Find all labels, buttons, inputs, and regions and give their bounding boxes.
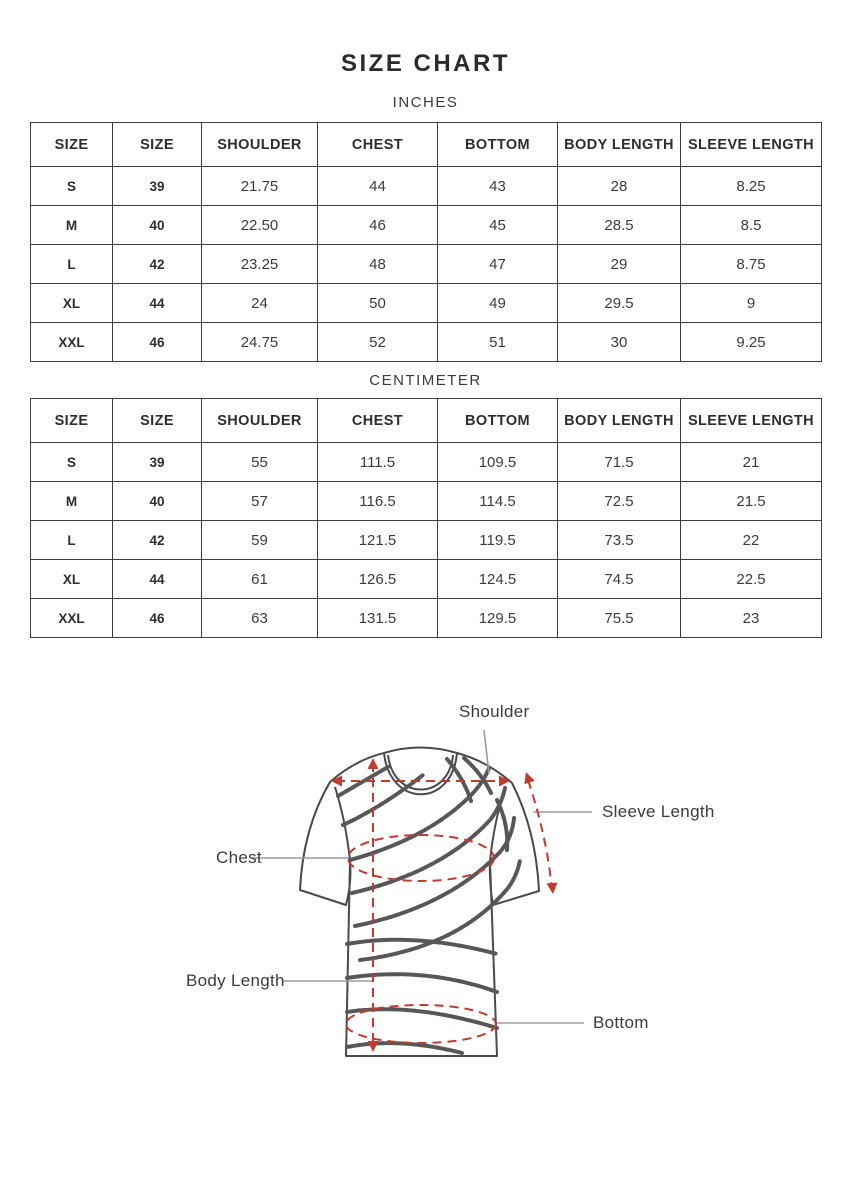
table-cell: 52 — [318, 323, 438, 362]
table-cell: 49 — [438, 284, 558, 323]
table-row — [31, 599, 822, 638]
shoulder-label: Shoulder — [459, 702, 530, 721]
table-cell: 23.25 — [202, 245, 318, 284]
column-header-sleeve-length: SLEEVE LENGTH — [681, 399, 822, 443]
column-header-size-number: SIZE — [113, 123, 202, 167]
table-cell: XXL — [31, 599, 113, 638]
table-cell: XXL — [31, 323, 113, 362]
column-header-size: SIZE — [31, 399, 113, 443]
table-cell: 40 — [113, 482, 202, 521]
table-cell: 73.5 — [558, 521, 681, 560]
chest-label: Chest — [216, 848, 262, 867]
table-header-row — [31, 123, 822, 167]
table-cell: 8.25 — [681, 167, 822, 206]
table-cell: 39 — [113, 167, 202, 206]
table-cell: 71.5 — [558, 443, 681, 482]
table-cell: 50 — [318, 284, 438, 323]
table-cell: 8.75 — [681, 245, 822, 284]
table-cell: 46 — [113, 323, 202, 362]
table-row — [31, 560, 822, 599]
table-cell: 29 — [558, 245, 681, 284]
column-header-size-number: SIZE — [113, 399, 202, 443]
column-header-shoulder: SHOULDER — [202, 399, 318, 443]
table-row — [31, 245, 822, 284]
table-cell: 61 — [202, 560, 318, 599]
table-row — [31, 482, 822, 521]
size-table-inches — [30, 122, 822, 362]
table-cell: 124.5 — [438, 560, 558, 599]
page-title: SIZE CHART — [341, 50, 510, 77]
table-cell: 42 — [113, 245, 202, 284]
table-cell: 129.5 — [438, 599, 558, 638]
body-length-label: Body Length — [186, 971, 285, 990]
table-cell: 9 — [681, 284, 822, 323]
table-cell: 40 — [113, 206, 202, 245]
table-row — [31, 521, 822, 560]
size-table-centimeter — [30, 398, 822, 638]
table-cell: S — [31, 443, 113, 482]
tshirt-measurement-diagram — [0, 660, 851, 1130]
table-cell: 46 — [113, 599, 202, 638]
table-cell: 48 — [318, 245, 438, 284]
table-cell: 126.5 — [318, 560, 438, 599]
table-cell: 116.5 — [318, 482, 438, 521]
table-cell: XL — [31, 560, 113, 599]
sleeve-length-label: Sleeve Length — [602, 802, 715, 821]
table-cell: S — [31, 167, 113, 206]
table-row — [31, 323, 822, 362]
table-cell: XL — [31, 284, 113, 323]
table-row — [31, 443, 822, 482]
table-cell: 44 — [318, 167, 438, 206]
column-header-chest: CHEST — [318, 399, 438, 443]
table-cell: 121.5 — [318, 521, 438, 560]
column-header-bottom: BOTTOM — [438, 123, 558, 167]
table-cell: 63 — [202, 599, 318, 638]
table-cell: 72.5 — [558, 482, 681, 521]
table-cell: 109.5 — [438, 443, 558, 482]
table-cell: 74.5 — [558, 560, 681, 599]
table-cell: 22 — [681, 521, 822, 560]
table-cell: 9.25 — [681, 323, 822, 362]
table-cell: M — [31, 206, 113, 245]
table-cell: 30 — [558, 323, 681, 362]
table-cell: 23 — [681, 599, 822, 638]
table-cell: 21.75 — [202, 167, 318, 206]
table-cell: 28.5 — [558, 206, 681, 245]
tshirt-illustration — [0, 660, 851, 1130]
table-cell: 114.5 — [438, 482, 558, 521]
table-cell: 46 — [318, 206, 438, 245]
table-cell: 45 — [438, 206, 558, 245]
unit-label-centimeter: CENTIMETER — [369, 372, 482, 389]
column-header-bottom: BOTTOM — [438, 399, 558, 443]
table-cell: 28 — [558, 167, 681, 206]
table-header-row — [31, 399, 822, 443]
table-cell: 44 — [113, 284, 202, 323]
table-cell: 39 — [113, 443, 202, 482]
table-cell: 131.5 — [318, 599, 438, 638]
column-header-body-length: BODY LENGTH — [558, 123, 681, 167]
table-cell: 43 — [438, 167, 558, 206]
table-cell: 22.50 — [202, 206, 318, 245]
column-header-chest: CHEST — [318, 123, 438, 167]
table-cell: 111.5 — [318, 443, 438, 482]
table-row — [31, 284, 822, 323]
table-cell: 22.5 — [681, 560, 822, 599]
column-header-sleeve-length: SLEEVE LENGTH — [681, 123, 822, 167]
table-cell: 21.5 — [681, 482, 822, 521]
table-cell: 57 — [202, 482, 318, 521]
table-cell: 59 — [202, 521, 318, 560]
table-row — [31, 206, 822, 245]
table-cell: 44 — [113, 560, 202, 599]
table-row — [31, 167, 822, 206]
table-cell: 47 — [438, 245, 558, 284]
table-cell: 8.5 — [681, 206, 822, 245]
column-header-body-length: BODY LENGTH — [558, 399, 681, 443]
column-header-shoulder: SHOULDER — [202, 123, 318, 167]
table-cell: 24.75 — [202, 323, 318, 362]
table-cell: L — [31, 245, 113, 284]
table-cell: L — [31, 521, 113, 560]
table-cell: 75.5 — [558, 599, 681, 638]
table-cell: 21 — [681, 443, 822, 482]
column-header-size: SIZE — [31, 123, 113, 167]
table-cell: 42 — [113, 521, 202, 560]
table-cell: 29.5 — [558, 284, 681, 323]
table-cell: 24 — [202, 284, 318, 323]
table-cell: 119.5 — [438, 521, 558, 560]
table-cell: M — [31, 482, 113, 521]
table-cell: 55 — [202, 443, 318, 482]
table-cell: 51 — [438, 323, 558, 362]
bottom-label: Bottom — [593, 1013, 649, 1032]
unit-label-inches: INCHES — [392, 94, 459, 111]
